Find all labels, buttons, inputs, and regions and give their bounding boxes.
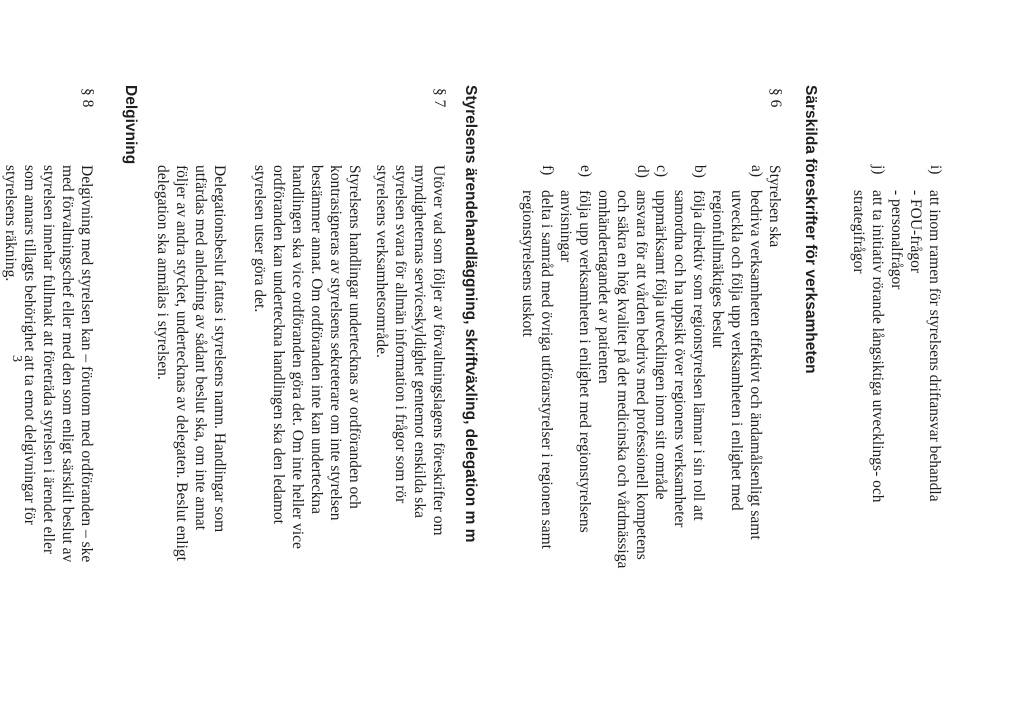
item-j-marker: j) [870, 165, 887, 175]
section-heading-special-regulations: Särskilda föreskrifter för verksamheten [802, 85, 819, 374]
item-e-marker: e) [577, 165, 594, 178]
section-heading-service: Delgivning [122, 85, 139, 165]
paragraph-label-8: § 8 [79, 88, 96, 108]
section-heading-case-handling: Styrelsens ärendehandläggning, skriftväxling, delegation m m [462, 85, 479, 543]
item-i-marker: i) [927, 165, 944, 175]
item-d-text: ansvara för att vården bedrivs med professionell kompetens och säkra en hög kvalitet på det medicinska och vårdmässiga omhändertagandet av patienten [595, 190, 650, 569]
item-b-marker: b) [691, 165, 708, 178]
item-f-text: delta i samråd med övriga utförarstyrelser i regionen samt regionstyrelsens utskott [519, 190, 555, 549]
item-e-text: följa upp verksamheten i enlighet med regionstyrelsens anvisningar [557, 190, 593, 533]
item-i-text: att inom ramen för styrelsens driftansvar behandla - FOU-frågor - personalfrågor [888, 190, 943, 502]
item-a-text: bedriva verksamheten effektivt och ändamålsenligt samt utveckla och följa upp verksamheten i enlighet med regionfullmäktiges beslut [709, 190, 764, 540]
paragraph-7-text-1: Utöver vad som följer av förvaltningslagens föreskrifter om myndigheternas serviceskyldighet gentemot enskilda ska styrelsen svara för allmän information i frågor som rör styrelsens verksamhetsområde. [373, 165, 447, 536]
paragraph-7-text-3: Delegationsbeslut fattas i styrelsens namn. Handlingar som utfärdas med anledning av sådant beslut ska, om inte annat följer av andra stycket, undertecknas av delegaten. Beslut enligt delegation ska anmälas i styrelsen. [154, 165, 228, 561]
page-number: 3 [9, 355, 24, 362]
item-b-text: följa direktiv som regionstyrelsen lämnar i sin roll att samordna och ha uppsikt över regionens verksamheter [671, 190, 707, 528]
item-j-text: att ta initiativ rörande långsiktiga utvecklings- och strategifrågor [850, 190, 886, 503]
item-a-marker: a) [748, 165, 765, 178]
board-shall-intro: Styrelsen ska [766, 165, 783, 248]
item-d-marker: d) [634, 165, 651, 178]
paragraph-label-7: § 7 [431, 88, 448, 108]
paragraph-8-text: Delgivning med styrelsen kan – förutom med ordföranden – ske med förvaltningschef eller med den som enligt särskilt beslut av styrelsen innehar fullmakt att företräda styrelsen i ärendet eller som annars tillagts behörighet att ta emot delgivningar för styrelsens räkning. [2, 165, 95, 563]
item-c-marker: c) [653, 165, 670, 178]
paragraph-7-text-2: Styrelsens handlingar undertecknas av ordföranden och kontrasigneras av styrelsens sekreterare om inte styrelsen bestämmer annat. Om ordföranden inte kan underteckna handlingen ska vice ordföranden göra det. Om inte heller vice ordföranden kan underteckna handlingen ska den ledamot styrelsen utser göra det. [251, 165, 363, 549]
item-c-text: uppmärksamt följa utvecklingen inom sitt område [652, 190, 669, 500]
item-f-marker: f) [539, 165, 556, 176]
paragraph-label-6: § 6 [767, 88, 784, 108]
